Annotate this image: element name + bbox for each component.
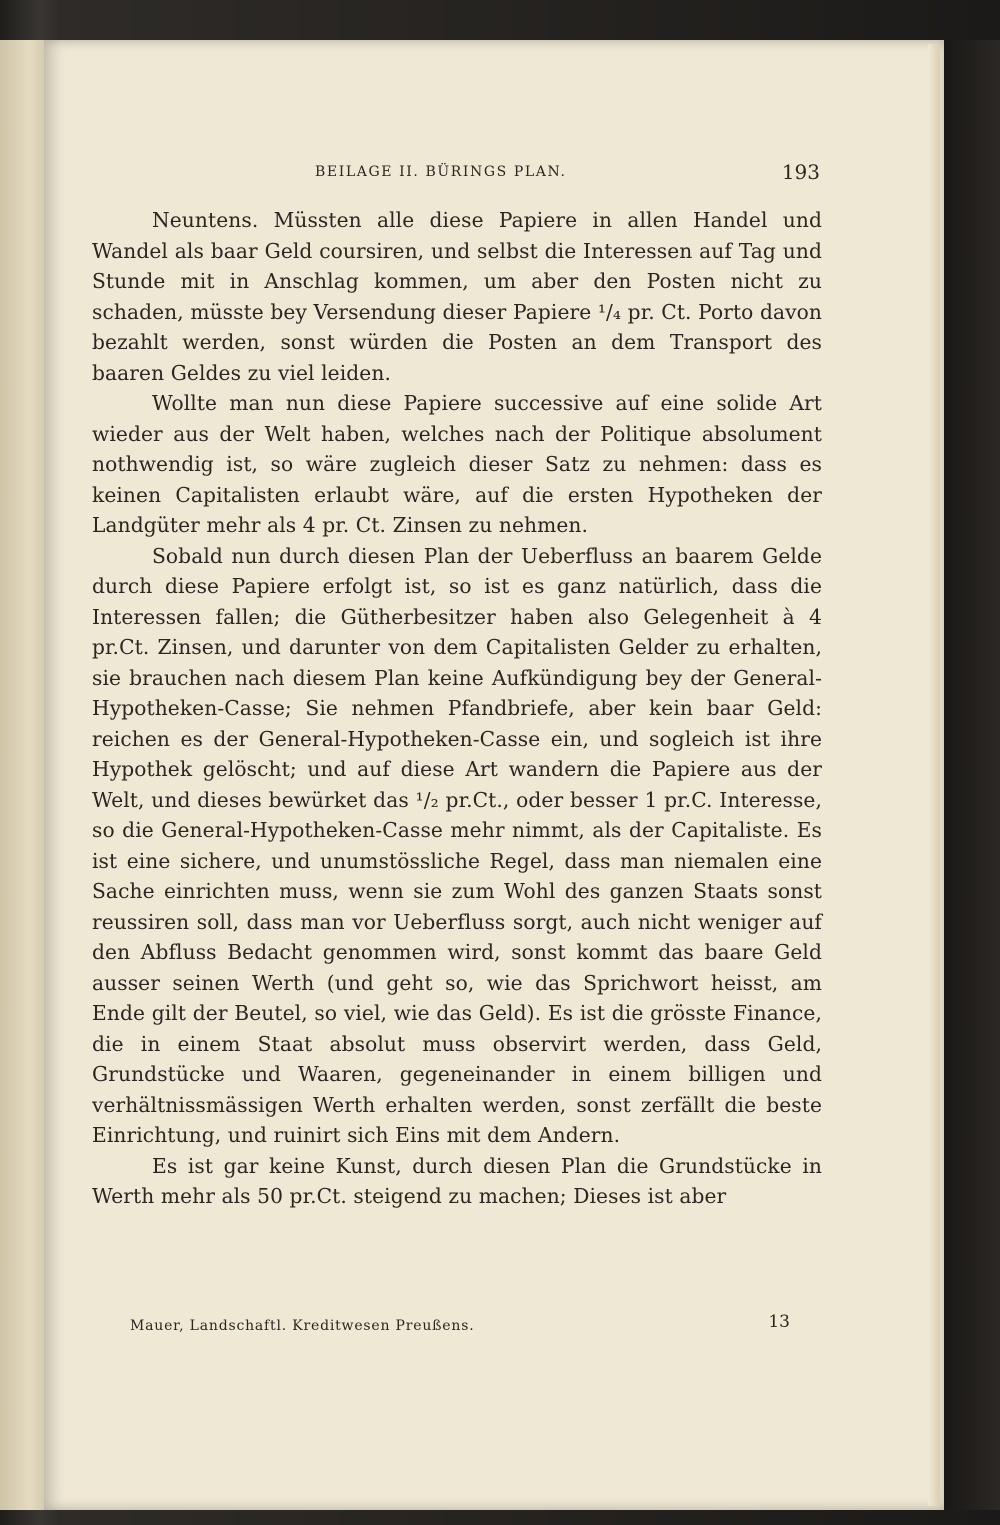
signature-mark: 13 [768,1312,790,1332]
page-header [90,160,820,190]
page-number: 193 [781,160,820,184]
scan-border-right [944,40,1000,1510]
paragraph: Wollte man nun diese Papiere successive auf eine solide Art wieder aus der Welt haben, welches nach der Politique absolument nothwendig ist, so wäre zugleich dieser Satz zu nehmen: dass es keinen Capitalisten erlaubt wäre, auf die ersten Hypotheken der Landgüter mehr als 4 pr. Ct. Zinsen zu nehmen. [92,391,822,537]
paragraph: Es ist gar keine Kunst, durch diesen Plan die Grundstücke in Werth mehr als 50 pr.Ct. steigend zu machen; Dieses ist aber [92,1153,822,1208]
page-footer [130,1312,820,1340]
page-edge-shadow [928,44,940,1506]
paragraph: Neuntens. Müssten alle diese Papiere in allen Handel und Wandel als baar Geld coursiren, und selbst die Interessen auf Tag und Stunde mit in Anschlag kommen, um aber den Posten nicht zu schaden, müsste bey Versendung dieser Papiere ¹/₄ pr. Ct. Porto davon bezahlt werden, sonst würden die Posten an dem Transport des baaren Geldes zu viel leiden. [92,208,822,385]
running-head: BEILAGE II. BÜRINGS PLAN. [315,164,567,180]
footer-citation: Mauer, Landschaftl. Kreditwesen Preußens. [130,1318,475,1334]
facing-page-edge [0,40,44,1510]
paragraph: Sobald nun durch diesen Plan der Ueberfluss an baarem Gelde durch diese Papiere erfolgt ist, so ist es ganz natürlich, dass die Interessen fallen; die Gütherbesitzer haben also Gelegenheit à 4 pr.Ct. Zinsen, und darunter von dem Capitalisten Gelder zu erhalten, sie brauchen nach diesem Plan keine Aufkündigung bey der General-Hypotheken-Casse; Sie nehmen Pfandbriefe, aber kein baar Geld: reichen es der General-Hypotheken-Casse ein, und sogleich ist ihre Hypothek gelöscht; und auf diese Art wandern die Papiere aus der Welt, und dieses bewürket das ¹/₂ pr.Ct., oder besser 1 pr.C. Interesse, so die General-Hypotheken-Casse mehr nimmt, als der Capitaliste. Es ist eine sichere, und unumstössliche Regel, dass man niemalen eine Sache einrichten muss, wenn sie zum Wohl des ganzen Staats sonst reussiren soll, dass man vor Ueberfluss sorgt, auch nicht weniger auf den Abfluss Bedacht genommen wird, sonst kommt das baare Geld ausser seinen Werth (und geht so, wie das Sprichwort heisst, am Ende gilt der Beutel, so viel, wie das Geld). Es ist die grösste Finance, die in einem Staat absolut muss observirt werden, dass Geld, Grundstücke und Waaren, gegeneinander in einem billigen und verhältnissmässigen Werth erhalten werden, sonst zerfällt die beste Einrichtung, und ruinirt sich Eins mit dem Andern. [92,543,822,1147]
body-text [92,205,822,1212]
